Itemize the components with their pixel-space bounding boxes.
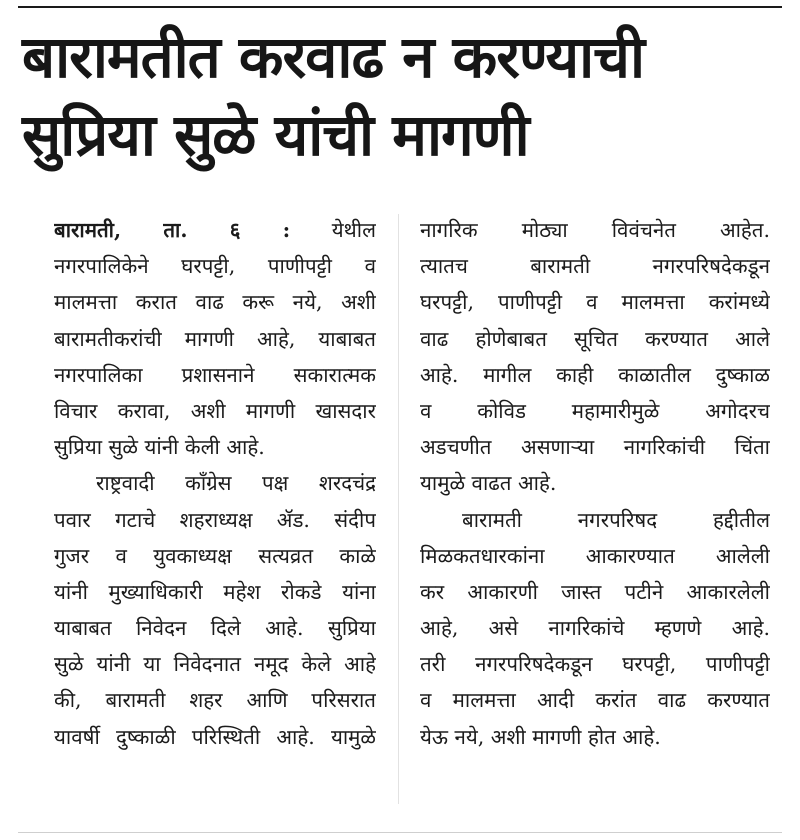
article-line: व कोविड महामारीमुळे अगोदरच — [420, 398, 770, 423]
top-rule — [18, 6, 782, 8]
article-line: गुजर व युवकाध्यक्ष सत्यव्रत काळे — [54, 543, 376, 568]
article-column-left — [54, 212, 376, 755]
dateline: बारामती, ता. ६ : — [54, 218, 291, 242]
headline-line-1: बारामतीत करवाढ न करण्याची — [22, 23, 644, 91]
article-line: कर आकारणी जास्त पटीने आकारलेली — [420, 579, 770, 604]
column-divider — [398, 214, 399, 804]
article-line: व मालमत्ता आदी करांत वाढ करण्यात — [420, 688, 770, 713]
article-line: सुप्रिया सुळे यांनी केली आहे. — [54, 435, 265, 460]
article-line: मालमत्ता करात वाढ करू नये, अशी — [54, 290, 376, 315]
article-line: सुळे यांनी या निवेदनात नमूद केले आहे — [54, 652, 376, 677]
article-line-text: येथील — [331, 218, 376, 242]
article-line: घरपट्टी, पाणीपट्टी व मालमत्ता करांमध्ये — [420, 290, 770, 315]
article-line: विचार करावा, अशी मागणी खासदार — [54, 398, 376, 423]
article-line: नगरपालिका प्रशासनाने सकारात्मक — [54, 362, 376, 387]
article-column-right — [420, 212, 770, 755]
article-line: मिळकतधारकांना आकारण्यात आलेली — [420, 543, 770, 568]
article-line: बारामतीकरांची मागणी आहे, याबाबत — [54, 326, 376, 351]
article-line: की, बारामती शहर आणि परिसरात — [54, 688, 376, 713]
article-line: अडचणीत असणाऱ्या नागरिकांची चिंता — [420, 435, 770, 460]
article-line: बारामती नगरपरिषद हद्दीतील — [462, 507, 770, 532]
article-line: नगरपालिकेने घरपट्टी, पाणीपट्टी व — [54, 254, 376, 279]
article-line — [54, 212, 376, 248]
article-line: यामुळे वाढत आहे. — [420, 471, 557, 496]
bottom-rule — [18, 832, 782, 833]
article-line: यावर्षी दुष्काळी परिस्थिती आहे. यामुळे — [54, 724, 376, 749]
article-line: आहे, असे नागरिकांचे म्हणणे आहे. — [420, 616, 770, 641]
article-line: पवार गटाचे शहराध्यक्ष ॲड. संदीप — [54, 507, 376, 532]
article-line: तरी नगरपरिषदेकडून घरपट्टी, पाणीपट्टी — [420, 652, 770, 677]
article-line: राष्ट्रवादी काँग्रेस पक्ष शरदचंद्र — [96, 471, 376, 496]
article-line: त्यातच बारामती नगरपरिषदेकडून — [420, 254, 770, 279]
article-line: वाढ होणेबाबत सूचित करण्यात आले — [420, 326, 770, 351]
article-line: याबाबत निवेदन दिले आहे. सुप्रिया — [54, 616, 376, 641]
article-line: येऊ नये, अशी मागणी होत आहे. — [420, 724, 661, 749]
article-line: यांनी मुख्याधिकारी महेश रोकडे यांना — [54, 579, 376, 604]
headline-line-2: सुप्रिया सुळे यांची मागणी — [22, 101, 529, 169]
article-line: नागरिक मोठ्या विवंचनेत आहेत. — [420, 218, 770, 242]
article-line: आहे. मागील काही काळातील दुष्काळ — [420, 362, 770, 387]
headline — [22, 18, 782, 174]
